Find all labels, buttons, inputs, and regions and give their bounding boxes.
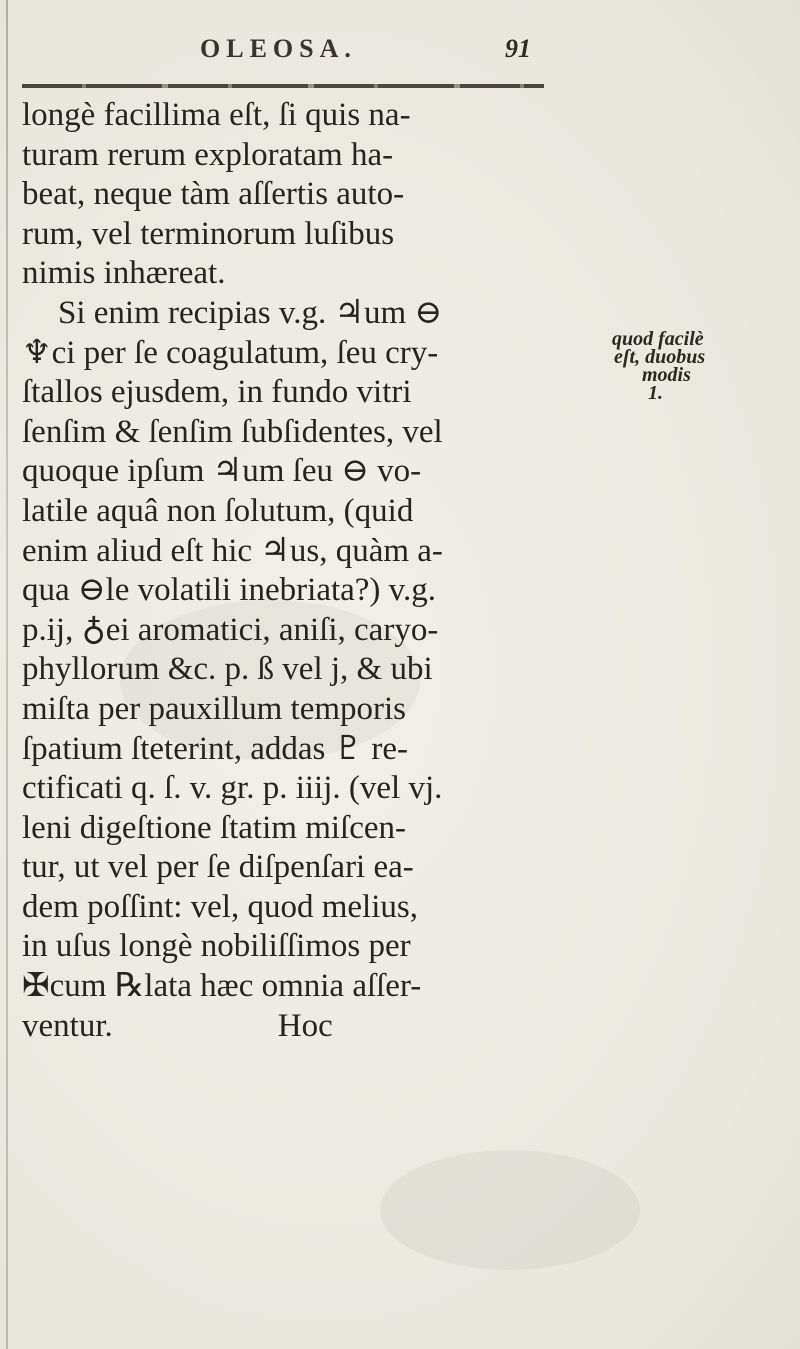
text-line: leni digeſtione ſtatim miſcen- bbox=[22, 809, 406, 846]
text-line: in uſus longè nobiliſſimos per bbox=[22, 928, 411, 965]
text-line: turam rerum exploratam ha- bbox=[22, 136, 394, 173]
text-line: dem poſſint: vel, quod melius, bbox=[22, 888, 418, 925]
text-line: phyllorum &c. p. ß vel j, & ubi bbox=[22, 651, 433, 688]
text-line: ctificati q. ſ. v. gr. p. iiij. (vel vj. bbox=[22, 770, 443, 807]
text-line: Si enim recipias v.g. ♃um ⊖ bbox=[58, 294, 443, 331]
binding-edge bbox=[6, 0, 8, 1349]
text-line: ſpatium ſteterint, addas ♇ re- bbox=[22, 730, 409, 767]
page-header bbox=[0, 34, 800, 74]
margin-note-line: 1. bbox=[648, 382, 663, 404]
text-line: tur, ut vel per ſe diſpenſari ea- bbox=[22, 849, 414, 886]
text-line: ♆ci per ſe coagulatum, ſeu cry- bbox=[22, 334, 439, 371]
running-head: OLEOSA. bbox=[200, 34, 357, 63]
page-number: 91 bbox=[505, 34, 531, 63]
text-line: miſta per pauxillum temporis bbox=[22, 690, 407, 727]
margin-note bbox=[606, 330, 796, 402]
header-rule bbox=[22, 84, 544, 88]
text-line: latile aquâ non ſolutum, (quid bbox=[22, 492, 414, 529]
text-line: ✠cum ℞lata hæc omnia aſſer- bbox=[22, 968, 422, 1005]
text-line: nimis inhæreat. bbox=[22, 255, 226, 292]
text-line: quoque ipſum ♃um ſeu ⊖ vo- bbox=[22, 453, 422, 490]
body-text bbox=[22, 96, 582, 1046]
margin-note-line: eſt, duobus bbox=[614, 346, 706, 368]
paper-stain bbox=[380, 1150, 640, 1270]
text-line: rum, vel terminorum luſibus bbox=[22, 215, 395, 252]
text-line: qua ⊖le volatili inebriata?) v.g. bbox=[22, 572, 437, 609]
margin-note-line: quod facilè bbox=[612, 328, 704, 350]
margin-note-line: modis bbox=[642, 364, 691, 386]
text-line: beat, neque tàm aſſertis auto- bbox=[22, 176, 405, 213]
text-line: p.ij, ♁ei aromatici, aniſi, caryo- bbox=[22, 611, 439, 648]
text-line: ventur. Hoc bbox=[22, 1007, 333, 1044]
text-line: ſtallos ejusdem, in fundo vitri bbox=[22, 374, 412, 411]
text-line: ſenſim & ſenſim ſubſidentes, vel bbox=[22, 413, 443, 450]
text-line: enim aliud eſt hic ♃us, quàm a- bbox=[22, 532, 443, 569]
text-line: longè facillima eſt, ſi quis na- bbox=[22, 97, 411, 133]
